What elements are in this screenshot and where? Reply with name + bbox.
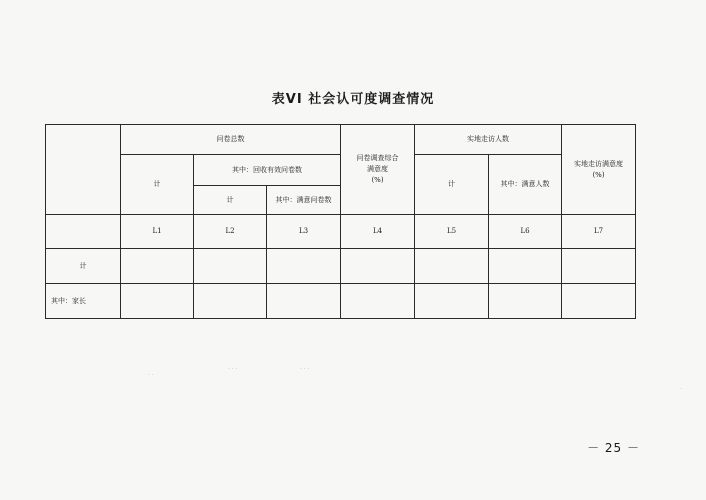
overall-satisfaction-line1: 问卷调查综合: [356, 154, 399, 162]
table-title: 表VI 社会认可度调查情况: [271, 92, 435, 107]
survey-table: [45, 124, 636, 319]
data-cell: [194, 284, 267, 319]
data-cell: [562, 284, 636, 319]
data-cell: [267, 284, 341, 319]
code-cell: L3: [267, 215, 341, 249]
field-visits-header: 实地走访人数: [415, 125, 562, 155]
satisfied-people-header: 其中：满意人数: [489, 155, 562, 215]
overall-satisfaction-header: [341, 125, 415, 215]
questionnaire-total-sum-header: 计: [121, 155, 194, 215]
scan-speck: ·: [680, 386, 682, 393]
field-satisfaction-unit: (%): [592, 170, 605, 179]
data-cell: [341, 249, 415, 284]
header-row-1: [46, 125, 636, 155]
satisfied-questionnaires-header: 其中：满意问卷数: [267, 186, 341, 215]
scan-speck: · · ·: [228, 366, 238, 373]
code-cell: L5: [415, 215, 489, 249]
data-cell: [121, 249, 194, 284]
code-cell: L6: [489, 215, 562, 249]
data-cell: [489, 249, 562, 284]
data-cell: [267, 249, 341, 284]
valid-returned-header: 其中：回收有效问卷数: [194, 155, 341, 186]
table-row: [46, 284, 636, 319]
data-cell: [562, 249, 636, 284]
field-satisfaction-label: 实地走访满意度: [574, 159, 623, 168]
code-row-label: [46, 215, 121, 249]
scan-speck: · ·: [148, 372, 154, 379]
valid-returned-sum-header: 计: [194, 186, 267, 215]
corner-cell: [46, 125, 121, 215]
data-cell: [121, 284, 194, 319]
data-cell: [489, 284, 562, 319]
row-label-parents: 其中：家长: [46, 284, 121, 319]
table-row: [46, 249, 636, 284]
overall-satisfaction-line2: 满意度: [367, 165, 388, 173]
page-number: － 25 －: [587, 441, 640, 455]
scan-speck: · · ·: [300, 366, 310, 373]
data-cell: [194, 249, 267, 284]
data-cell: [415, 249, 489, 284]
field-visits-sum-header: 计: [415, 155, 489, 215]
code-cell: L1: [121, 215, 194, 249]
field-satisfaction-header: [562, 125, 636, 215]
code-row: [46, 215, 636, 249]
code-cell: L2: [194, 215, 267, 249]
questionnaire-total-header: 问卷总数: [121, 125, 341, 155]
code-cell: L7: [562, 215, 636, 249]
code-cell: L4: [341, 215, 415, 249]
overall-satisfaction-unit: (%): [371, 176, 384, 184]
row-label-total: 计: [46, 249, 121, 284]
data-cell: [415, 284, 489, 319]
data-cell: [341, 284, 415, 319]
